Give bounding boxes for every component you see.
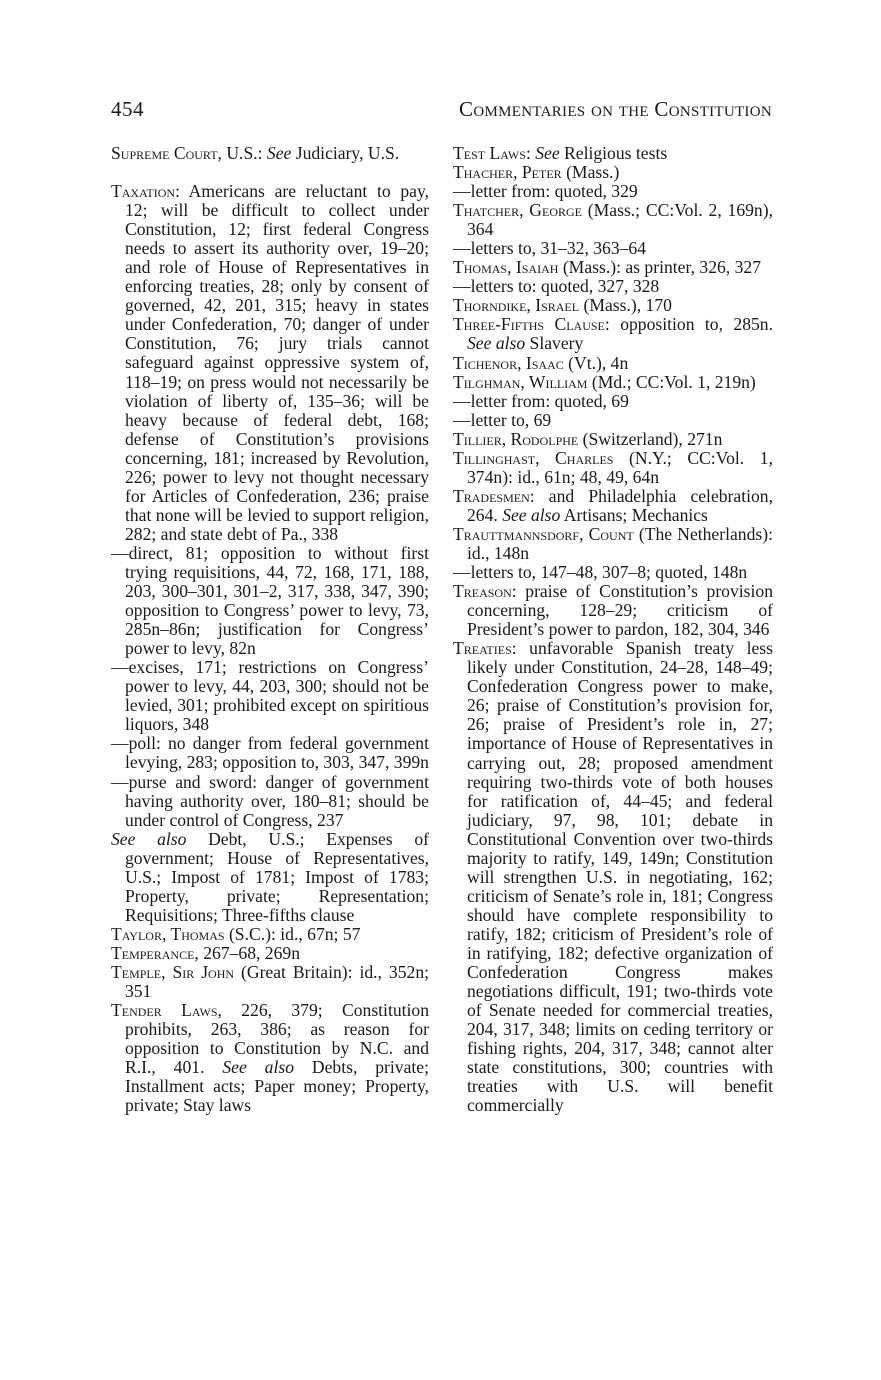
index-entry-tender-laws: Tender Laws, 226, 379; Constitution prohibits, 263, 386; as reason for opposition to Constitution by N.C. and R.I., 401. See also Debts, private; Installment acts; Paper money; Property, private; Stay laws (111, 1000, 430, 1116)
right-index-column (453, 144, 773, 1115)
headword: Treason (453, 581, 512, 602)
headword: Trauttmannsdorf, Count (453, 523, 634, 544)
headword: Thomas, Isaiah (453, 257, 559, 278)
subentry: —letter from: quoted, 69 (453, 390, 629, 411)
index-entry-test-laws: Test Laws: See Religious tests (453, 143, 668, 163)
running-head: Commentaries on the Constitution (459, 97, 772, 121)
subentry-excises: —excises, 171; restrictions on Congress’ power to levy, 44, 203, 300; should not be levied, 301; prohibited except on spiritious liquors, 348 (111, 657, 429, 735)
index-entry-temperance: Temperance, 267–68, 269n (111, 942, 300, 963)
index-entry-tichenor: Tichenor, Isaac (Vt.), 4n (453, 352, 629, 373)
headword: Thorndike, Israel (453, 295, 580, 316)
subentry-direct: —direct, 81; opposition to without first trying requisitions, 44, 72, 168, 171, 188, 203, 300–301, 301–2, 317, 338, 347, 390; opposition to Congress’ power to levy, 73, 285n–86n; justification for Congress’ power to levy, 82n (111, 542, 429, 659)
index-entry-tradesmen: Tradesmen: and Philadelphia celebration, 264. See also Artisans; Mechanics (453, 485, 773, 525)
index-entry-supreme-court: Supreme Court, U.S.: See Judiciary, U.S. (111, 143, 400, 163)
index-entry-treason: Treason: praise of Constitution’s provision concerning, 128–29; criticism of President’s power to pardon, 182, 304, 346 (453, 581, 773, 640)
see-also-taxation: See also Debt, U.S.; Expenses of government; House of Representatives, U.S.; Impost of 1781; Impost of 1783; Property, private; Representation; Requisitions; Three-fifths clause (111, 828, 429, 925)
subentry: —letters to, 31–32, 363–64 (453, 238, 647, 259)
index-entry-tillier: Tillier, Rodolphe (Switzerland), 271n (453, 428, 723, 449)
index-entry-thomas: Thomas, Isaiah (Mass.): as printer, 326, 327 (453, 257, 761, 278)
page-number: 454 (111, 97, 144, 121)
subentry-purse-and-sword: —purse and sword: danger of government having authority over, 180–81; should be under control of Congress, 237 (111, 771, 429, 830)
headword: Three-Fifths Clause (453, 314, 605, 335)
headword: Temperance (111, 942, 195, 963)
index-entry-thorndike: Thorndike, Israel (Mass.), 170 (453, 295, 672, 316)
index-entry-temple: Temple, Sir John (Great Britain): id., 352n; 351 (111, 961, 429, 1002)
left-index-column (111, 144, 429, 1115)
index-entry-trauttmannsdorf: Trauttmannsdorf, Count (The Netherlands): id., 148n (453, 523, 773, 563)
subentry: —letter from: quoted, 329 (453, 181, 638, 202)
subentry: —letters to: quoted, 327, 328 (453, 276, 660, 297)
index-entry-thatcher: Thatcher, George (Mass.; CC:Vol. 2, 169n), 364 (453, 200, 773, 240)
index-entry-three-fifths-clause: Three-Fifths Clause: opposition to, 285n. See also Slavery (453, 314, 773, 354)
subentry: —letter to, 69 (453, 409, 552, 430)
index-entry-taxation: Taxation: Americans are reluctant to pay, 12; will be difficult to collect under Constitution, 12; first federal Congress needs to assert its authority over, 19–20; and role of House of Representatives in enforcing treaties, 28; only by consent of governed, 42, 201, 315; heavy in states under Confederation, 70; danger of under Constitution, 76; jury trials cannot safeguard against oppressive system of, 118–19; on press would not necessarily be violation of liberty of, 135–36; will be heavy because of federal debt, 168; defense of Constitution’s provisions concerning, 181; increased by Revolution, 226; power to levy not thought necessary for Articles of Confederation, 236; praise that none will be levied to support religion, 282; and state debt of Pa., 338 (111, 181, 429, 544)
headword: Thatcher, George (453, 200, 582, 221)
index-entry-taylor: Taylor, Thomas (S.C.): id., 67n; 57 (111, 923, 361, 944)
headword: Test Laws (453, 143, 526, 163)
headword: Tender Laws (111, 1000, 218, 1021)
headword: Temple, Sir John (111, 961, 235, 982)
headword: Tichenor, Isaac (453, 352, 564, 373)
headword: Taylor, Thomas (111, 923, 225, 944)
headword: Tilghman, William (453, 371, 588, 392)
index-entry-treaties: Treaties: unfavorable Spanish treaty less likely under Constitution, 24–28, 148–49; Confederation Congress power to make, 26; praise of Constitution’s provision for, 26; praise of President’s role in, 27; importance of House of Representatives in carrying out, 28; proposed amendment requiring two-thirds vote of both houses for ratification of, 44–45; and federal judiciary, 97, 98, 101; debate in Constitutional Convention over two-thirds majority to ratify, 149, 149n; Constitution will strengthen U.S. in negotiating, 162; criticism of Senate’s role in, 181; Congress should have complete responsibility to ratify, 182; criticism of President’s role of in ratifying, 182; defective organization of Confederation Congress makes negotiations difficult, 191; two-thirds vote of Senate needed for commercial treaties, 204, 317, 348; limits on ceding territory or fishing rights, 204, 317, 348; cannot alter state constitutions, 300; countries with treaties with U.S. will benefit commercially (453, 638, 773, 1116)
headword: Tradesmen (453, 485, 530, 506)
headword: Taxation (111, 181, 176, 202)
headword: Tillinghast, Charles (453, 447, 614, 468)
index-entry-tilghman: Tilghman, William (Md.; CC:Vol. 1, 219n) (453, 371, 756, 392)
headword: Tillier, Rodolphe (453, 428, 579, 449)
subentry-poll: —poll: no danger from federal government levying, 283; opposition to, 303, 347, 399n (111, 733, 429, 773)
headword: Supreme Court (111, 143, 218, 163)
subentry: —letters to, 147–48, 307–8; quoted, 148n (453, 562, 748, 583)
spacer (111, 163, 429, 182)
headword: Treaties (453, 638, 512, 659)
headword: Thacher, Peter (453, 162, 562, 183)
index-entry-tillinghast: Tillinghast, Charles (N.Y.; CC:Vol. 1, 374n): id., 61n; 48, 49, 64n (453, 447, 773, 487)
index-entry-thacher: Thacher, Peter (Mass.) (453, 162, 620, 183)
